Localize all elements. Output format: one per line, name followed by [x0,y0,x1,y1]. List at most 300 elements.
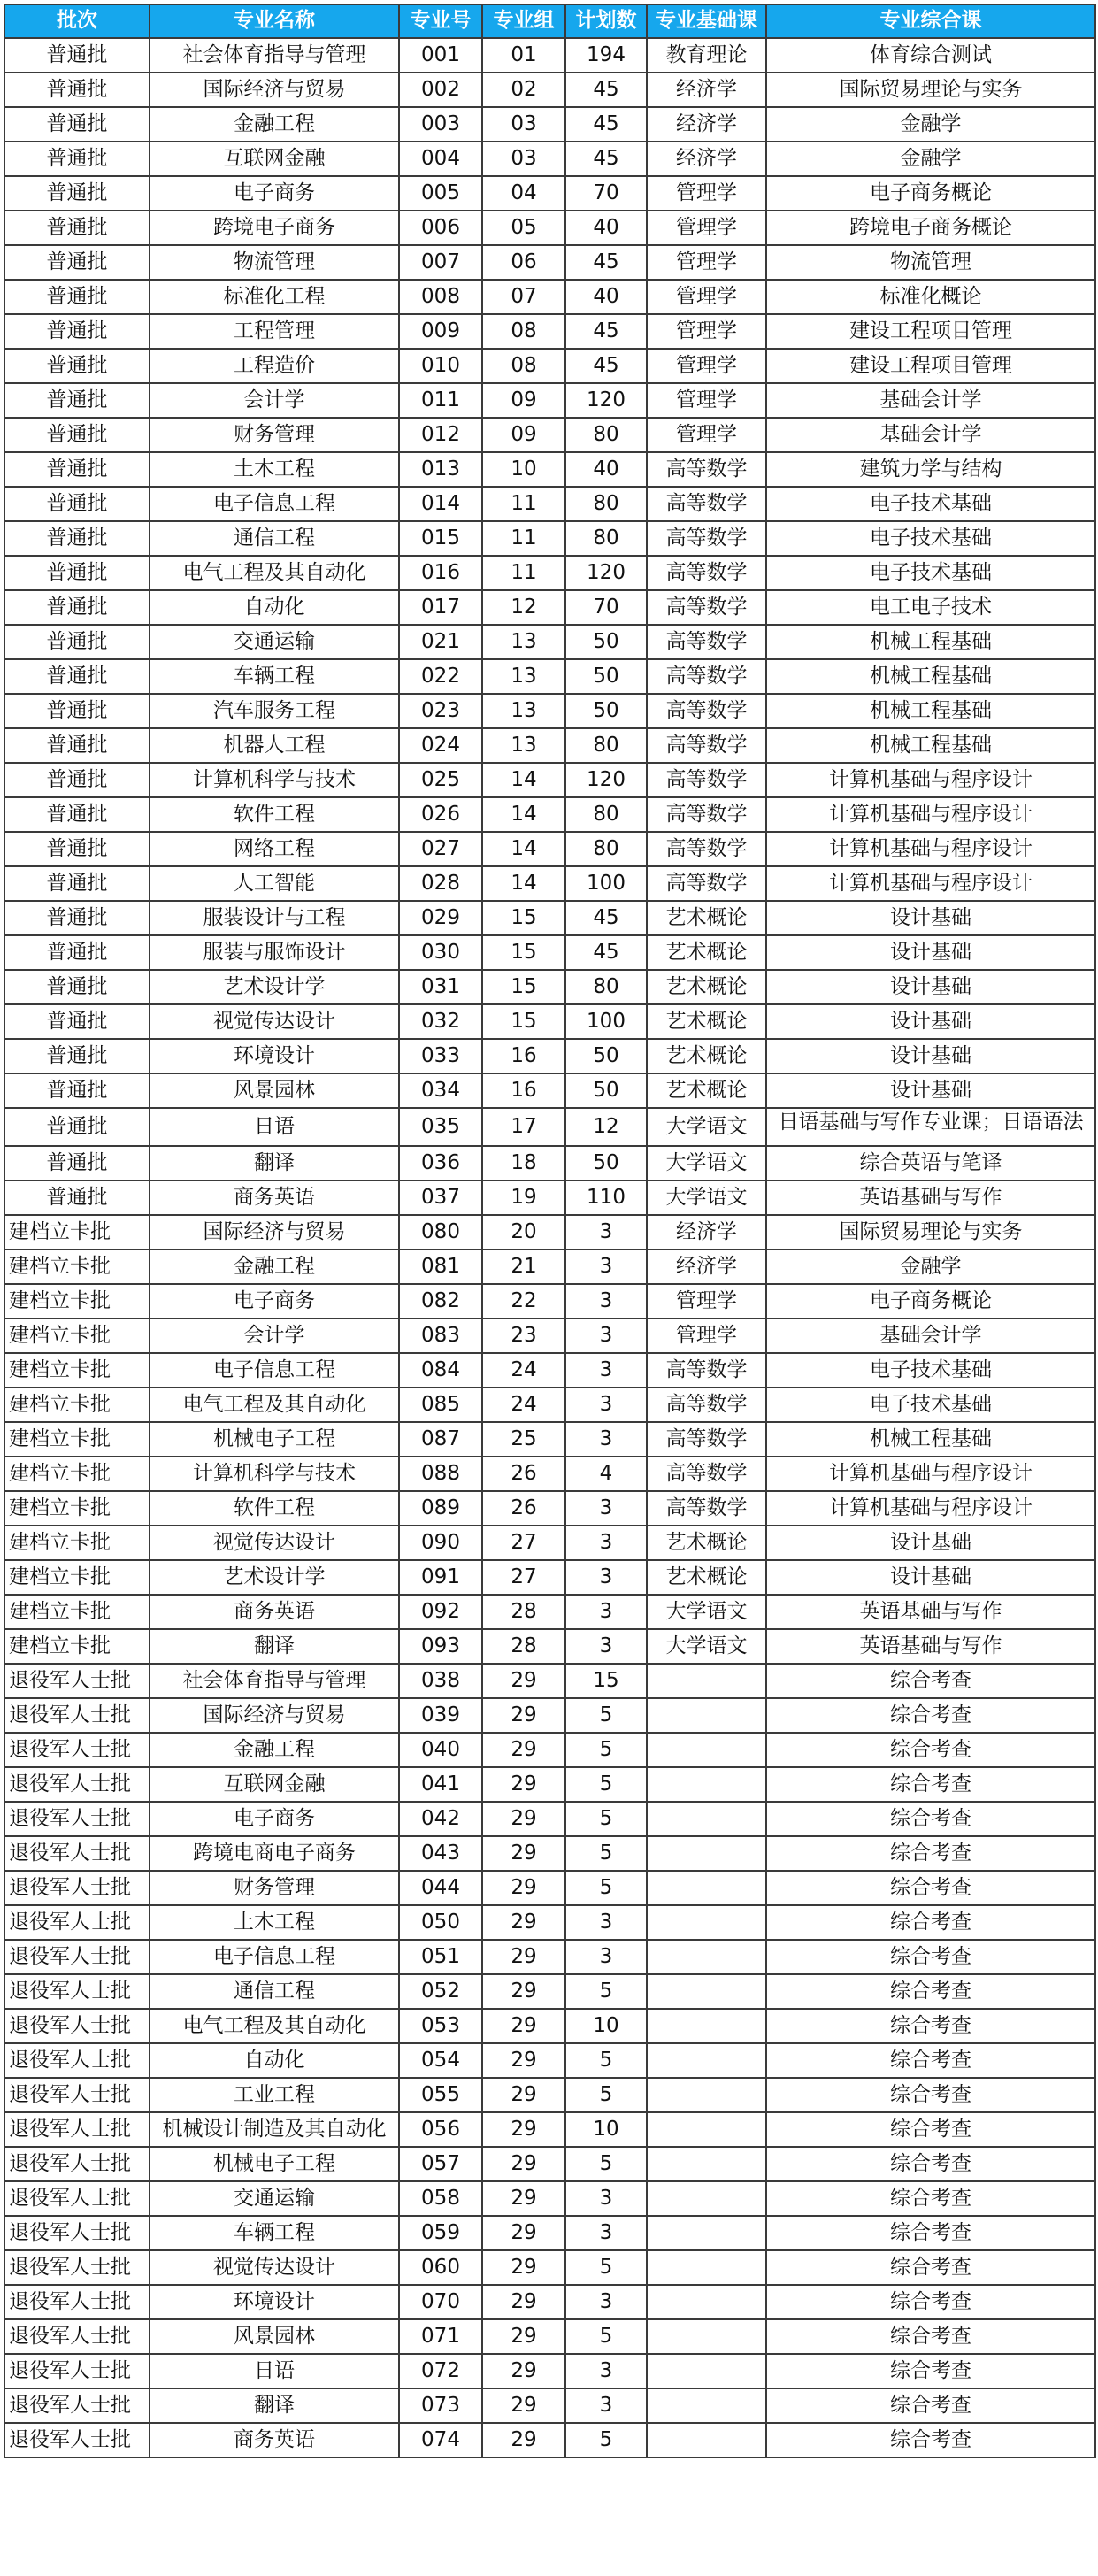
comprehensive-course-cell: 机械工程基础 [766,659,1095,694]
major-code-cell: 025 [399,763,482,797]
major-group-cell: 18 [482,1146,565,1180]
batch-cell: 普通批 [4,1180,150,1215]
major-group-cell: 29 [482,1802,565,1836]
batch-cell: 普通批 [4,832,150,866]
basic-course-cell: 管理学 [647,280,766,314]
comprehensive-course-cell: 金融学 [766,1250,1095,1284]
major-group-cell: 17 [482,1108,565,1146]
table-row [4,659,1095,694]
basic-course-cell: 高等数学 [647,763,766,797]
major-group-cell: 15 [482,970,565,1004]
plan-count-cell: 45 [565,935,647,970]
basic-course-cell: 大学语文 [647,1180,766,1215]
batch-cell: 建档立卡批 [4,1457,150,1491]
table-row [4,1284,1095,1319]
plan-count-cell: 5 [565,1767,647,1802]
comprehensive-course-cell: 金融学 [766,107,1095,142]
major-name-cell: 工程造价 [150,349,399,383]
table-row [4,2250,1095,2285]
comprehensive-course-cell: 机械工程基础 [766,694,1095,728]
major-code-cell: 008 [399,280,482,314]
major-group-cell: 29 [482,1733,565,1767]
major-name-cell: 财务管理 [150,418,399,452]
major-code-cell: 031 [399,970,482,1004]
batch-cell: 退役军人士批 [4,2216,150,2250]
plan-count-cell: 45 [565,142,647,176]
batch-cell: 建档立卡批 [4,1284,150,1319]
comprehensive-course-cell: 综合考查 [766,2250,1095,2285]
major-name-cell: 金融工程 [150,1250,399,1284]
plan-count-cell: 80 [565,832,647,866]
major-code-cell: 043 [399,1836,482,1871]
major-group-cell: 29 [482,1974,565,2009]
plan-count-cell: 3 [565,1215,647,1250]
table-row [4,2078,1095,2112]
batch-cell: 建档立卡批 [4,1353,150,1388]
major-group-cell: 13 [482,728,565,763]
comprehensive-course-cell: 体育综合测试 [766,38,1095,73]
major-name-cell: 电子信息工程 [150,1940,399,1974]
major-name-cell: 机械电子工程 [150,2147,399,2181]
comprehensive-course-cell: 计算机基础与程序设计 [766,797,1095,832]
table-row [4,970,1095,1004]
table-row [4,176,1095,211]
comprehensive-course-cell: 机械工程基础 [766,728,1095,763]
major-code-cell: 083 [399,1319,482,1353]
basic-course-cell: 大学语文 [647,1629,766,1664]
comprehensive-course-cell: 设计基础 [766,1526,1095,1560]
major-group-cell: 29 [482,1905,565,1940]
batch-cell: 建档立卡批 [4,1526,150,1560]
comprehensive-course-cell: 综合考查 [766,1905,1095,1940]
major-group-cell: 14 [482,832,565,866]
batch-cell: 建档立卡批 [4,1388,150,1422]
table-row [4,211,1095,245]
comprehensive-course-cell: 综合考查 [766,1836,1095,1871]
major-code-cell: 021 [399,625,482,659]
major-code-cell: 059 [399,2216,482,2250]
comprehensive-course-cell: 设计基础 [766,970,1095,1004]
major-group-cell: 04 [482,176,565,211]
plan-count-cell: 45 [565,349,647,383]
table-row [4,1491,1095,1526]
basic-course-cell: 大学语文 [647,1595,766,1629]
batch-cell: 普通批 [4,383,150,418]
table-row [4,2216,1095,2250]
major-name-cell: 电子信息工程 [150,487,399,521]
major-code-cell: 084 [399,1353,482,1388]
major-code-cell: 032 [399,1004,482,1039]
major-name-cell: 电气工程及其自动化 [150,2009,399,2043]
comprehensive-course-cell: 英语基础与写作 [766,1629,1095,1664]
plan-count-cell: 80 [565,797,647,832]
batch-cell: 普通批 [4,418,150,452]
table-row [4,1319,1095,1353]
basic-course-cell: 高等数学 [647,625,766,659]
plan-count-cell: 5 [565,1733,647,1767]
major-code-cell: 071 [399,2319,482,2354]
comprehensive-course-cell: 物流管理 [766,245,1095,280]
batch-cell: 退役军人士批 [4,1871,150,1905]
major-name-cell: 车辆工程 [150,659,399,694]
major-name-cell: 视觉传达设计 [150,2250,399,2285]
basic-course-cell: 教育理论 [647,38,766,73]
table-row [4,901,1095,935]
major-code-cell: 074 [399,2423,482,2457]
batch-cell: 普通批 [4,728,150,763]
column-header-basic-course: 专业基础课 [647,4,766,38]
comprehensive-course-cell: 综合考查 [766,2388,1095,2423]
major-name-cell: 商务英语 [150,2423,399,2457]
major-code-cell: 057 [399,2147,482,2181]
plan-count-cell: 50 [565,625,647,659]
basic-course-cell: 高等数学 [647,728,766,763]
table-row [4,1560,1095,1595]
basic-course-cell: 高等数学 [647,1388,766,1422]
comprehensive-course-cell: 电子商务概论 [766,1284,1095,1319]
major-group-cell: 28 [482,1595,565,1629]
major-group-cell: 06 [482,245,565,280]
major-group-cell: 21 [482,1250,565,1284]
plan-count-cell: 50 [565,1039,647,1073]
major-name-cell: 电子商务 [150,1802,399,1836]
basic-course-cell: 管理学 [647,1284,766,1319]
comprehensive-course-cell: 国际贸易理论与实务 [766,1215,1095,1250]
basic-course-cell: 高等数学 [647,797,766,832]
major-group-cell: 29 [482,2388,565,2423]
table-row [4,521,1095,556]
column-header-plan-count: 计划数 [565,4,647,38]
major-name-cell: 自动化 [150,2043,399,2078]
plan-count-cell: 3 [565,1422,647,1457]
major-code-cell: 014 [399,487,482,521]
basic-course-cell: 高等数学 [647,452,766,487]
comprehensive-course-cell: 综合考查 [766,1802,1095,1836]
major-name-cell: 环境设计 [150,1039,399,1073]
major-name-cell: 会计学 [150,1319,399,1353]
major-name-cell: 视觉传达设计 [150,1526,399,1560]
basic-course-cell [647,1664,766,1698]
column-header-major-group: 专业组 [482,4,565,38]
comprehensive-course-cell: 综合考查 [766,1733,1095,1767]
major-group-cell: 27 [482,1526,565,1560]
batch-cell: 退役军人士批 [4,2147,150,2181]
plan-count-cell: 70 [565,590,647,625]
major-group-cell: 10 [482,452,565,487]
major-code-cell: 085 [399,1388,482,1422]
table-row [4,1698,1095,1733]
plan-count-cell: 45 [565,73,647,107]
basic-course-cell [647,1802,766,1836]
basic-course-cell: 高等数学 [647,1491,766,1526]
table-row [4,935,1095,970]
comprehensive-course-cell: 设计基础 [766,901,1095,935]
major-code-cell: 030 [399,935,482,970]
major-name-cell: 标准化工程 [150,280,399,314]
comprehensive-course-cell: 电子技术基础 [766,556,1095,590]
basic-course-cell: 艺术概论 [647,1560,766,1595]
plan-count-cell: 3 [565,2285,647,2319]
basic-course-cell: 大学语文 [647,1146,766,1180]
comprehensive-course-cell: 计算机基础与程序设计 [766,1491,1095,1526]
major-group-cell: 12 [482,590,565,625]
plan-count-cell: 10 [565,2112,647,2147]
major-code-cell: 058 [399,2181,482,2216]
major-code-cell: 038 [399,1664,482,1698]
comprehensive-course-cell: 机械工程基础 [766,625,1095,659]
plan-count-cell: 45 [565,314,647,349]
major-code-cell: 017 [399,590,482,625]
major-group-cell: 29 [482,2423,565,2457]
plan-count-cell: 5 [565,2078,647,2112]
major-code-cell: 035 [399,1108,482,1146]
comprehensive-course-cell: 综合考查 [766,2319,1095,2354]
basic-course-cell [647,1905,766,1940]
major-name-cell: 人工智能 [150,866,399,901]
major-name-cell: 翻译 [150,1629,399,1664]
table-row [4,1422,1095,1457]
major-name-cell: 交通运输 [150,2181,399,2216]
table-row [4,38,1095,73]
table-row [4,1353,1095,1388]
plan-count-cell: 3 [565,1284,647,1319]
comprehensive-course-cell: 英语基础与写作 [766,1595,1095,1629]
major-group-cell: 29 [482,1871,565,1905]
basic-course-cell: 艺术概论 [647,1073,766,1108]
major-name-cell: 车辆工程 [150,2216,399,2250]
batch-cell: 普通批 [4,901,150,935]
plan-count-cell: 3 [565,1250,647,1284]
major-group-cell: 23 [482,1319,565,1353]
comprehensive-course-cell: 日语基础与写作专业课；日语语法 [766,1108,1095,1146]
basic-course-cell [647,1767,766,1802]
table-row [4,556,1095,590]
major-group-cell: 19 [482,1180,565,1215]
basic-course-cell: 艺术概论 [647,970,766,1004]
major-code-cell: 081 [399,1250,482,1284]
batch-cell: 建档立卡批 [4,1319,150,1353]
major-code-cell: 034 [399,1073,482,1108]
table-row [4,2181,1095,2216]
major-name-cell: 计算机科学与技术 [150,1457,399,1491]
major-group-cell: 24 [482,1353,565,1388]
major-group-cell: 13 [482,694,565,728]
major-code-cell: 015 [399,521,482,556]
major-code-cell: 080 [399,1215,482,1250]
major-name-cell: 商务英语 [150,1180,399,1215]
comprehensive-course-cell: 国际贸易理论与实务 [766,73,1095,107]
batch-cell: 建档立卡批 [4,1629,150,1664]
table-row [4,1905,1095,1940]
major-code-cell: 007 [399,245,482,280]
basic-course-cell [647,1836,766,1871]
table-row [4,1108,1095,1146]
basic-course-cell [647,2181,766,2216]
basic-course-cell [647,1940,766,1974]
comprehensive-course-cell: 建设工程项目管理 [766,314,1095,349]
major-group-cell: 25 [482,1422,565,1457]
basic-course-cell: 管理学 [647,1319,766,1353]
basic-course-cell: 高等数学 [647,866,766,901]
comprehensive-course-cell: 设计基础 [766,1073,1095,1108]
major-code-cell: 093 [399,1629,482,1664]
batch-cell: 建档立卡批 [4,1560,150,1595]
plan-count-cell: 40 [565,211,647,245]
major-group-cell: 16 [482,1039,565,1073]
major-name-cell: 日语 [150,2354,399,2388]
batch-cell: 建档立卡批 [4,1250,150,1284]
major-group-cell: 11 [482,556,565,590]
major-name-cell: 服装设计与工程 [150,901,399,935]
comprehensive-course-cell: 英语基础与写作 [766,1180,1095,1215]
batch-cell: 普通批 [4,866,150,901]
comprehensive-course-cell: 标准化概论 [766,280,1095,314]
table-row [4,1767,1095,1802]
plan-count-cell: 3 [565,1353,647,1388]
major-group-cell: 14 [482,797,565,832]
plan-count-cell: 5 [565,1836,647,1871]
major-name-cell: 艺术设计学 [150,970,399,1004]
comprehensive-course-cell: 电工电子技术 [766,590,1095,625]
plan-count-cell: 50 [565,694,647,728]
major-name-cell: 机器人工程 [150,728,399,763]
major-name-cell: 软件工程 [150,1491,399,1526]
batch-cell: 普通批 [4,487,150,521]
table-row [4,1215,1095,1250]
table-row [4,280,1095,314]
table-row [4,2112,1095,2147]
major-group-cell: 14 [482,763,565,797]
table-row [4,2388,1095,2423]
major-group-cell: 03 [482,107,565,142]
batch-cell: 普通批 [4,107,150,142]
batch-cell: 退役军人士批 [4,2388,150,2423]
major-code-cell: 082 [399,1284,482,1319]
plan-count-cell: 3 [565,1526,647,1560]
comprehensive-course-cell: 综合考查 [766,2147,1095,2181]
comprehensive-course-cell: 跨境电子商务概论 [766,211,1095,245]
major-group-cell: 29 [482,2285,565,2319]
basic-course-cell [647,2285,766,2319]
plan-count-cell: 100 [565,1004,647,1039]
basic-course-cell: 高等数学 [647,487,766,521]
major-code-cell: 002 [399,73,482,107]
major-code-cell: 060 [399,2250,482,2285]
table-row [4,1802,1095,1836]
comprehensive-course-cell: 建设工程项目管理 [766,349,1095,383]
plan-count-cell: 3 [565,1629,647,1664]
major-code-cell: 012 [399,418,482,452]
plan-count-cell: 70 [565,176,647,211]
table-row [4,1733,1095,1767]
plan-count-cell: 5 [565,1871,647,1905]
plan-count-cell: 3 [565,1319,647,1353]
table-row [4,2009,1095,2043]
table-row [4,2285,1095,2319]
table-row [4,2319,1095,2354]
batch-cell: 普通批 [4,970,150,1004]
plan-count-cell: 3 [565,1491,647,1526]
comprehensive-course-cell: 综合考查 [766,2112,1095,2147]
major-name-cell: 风景园林 [150,1073,399,1108]
basic-course-cell [647,2043,766,2078]
major-code-cell: 087 [399,1422,482,1457]
major-group-cell: 29 [482,1836,565,1871]
major-group-cell: 03 [482,142,565,176]
basic-course-cell: 高等数学 [647,1422,766,1457]
basic-course-cell: 高等数学 [647,521,766,556]
major-group-cell: 13 [482,659,565,694]
comprehensive-course-cell: 综合考查 [766,2009,1095,2043]
major-name-cell: 网络工程 [150,832,399,866]
major-group-cell: 26 [482,1457,565,1491]
table-row [4,2043,1095,2078]
major-group-cell: 29 [482,2354,565,2388]
table-row [4,418,1095,452]
basic-course-cell [647,2319,766,2354]
comprehensive-course-cell: 综合考查 [766,2078,1095,2112]
plan-count-cell: 50 [565,1146,647,1180]
batch-cell: 普通批 [4,349,150,383]
major-name-cell: 日语 [150,1108,399,1146]
major-name-cell: 风景园林 [150,2319,399,2354]
major-code-cell: 050 [399,1905,482,1940]
plan-count-cell: 120 [565,556,647,590]
major-name-cell: 互联网金融 [150,142,399,176]
major-name-cell: 软件工程 [150,797,399,832]
major-code-cell: 088 [399,1457,482,1491]
batch-cell: 普通批 [4,1146,150,1180]
table-row [4,142,1095,176]
plan-count-cell: 3 [565,1560,647,1595]
major-code-cell: 033 [399,1039,482,1073]
table-row [4,383,1095,418]
major-code-cell: 011 [399,383,482,418]
basic-course-cell: 大学语文 [647,1108,766,1146]
major-name-cell: 国际经济与贸易 [150,1698,399,1733]
major-group-cell: 29 [482,1940,565,1974]
comprehensive-course-cell: 综合考查 [766,1664,1095,1698]
batch-cell: 退役军人士批 [4,2078,150,2112]
batch-cell: 普通批 [4,797,150,832]
major-group-cell: 20 [482,1215,565,1250]
batch-cell: 退役军人士批 [4,2319,150,2354]
major-code-cell: 024 [399,728,482,763]
basic-course-cell [647,1733,766,1767]
major-name-cell: 土木工程 [150,1905,399,1940]
comprehensive-course-cell: 综合考查 [766,1871,1095,1905]
batch-cell: 普通批 [4,38,150,73]
major-code-cell: 004 [399,142,482,176]
major-group-cell: 28 [482,1629,565,1664]
table-row [4,2147,1095,2181]
major-code-cell: 041 [399,1767,482,1802]
major-group-cell: 27 [482,1560,565,1595]
basic-course-cell: 管理学 [647,314,766,349]
comprehensive-course-cell: 综合考查 [766,1767,1095,1802]
basic-course-cell [647,2147,766,2181]
major-code-cell: 040 [399,1733,482,1767]
basic-course-cell [647,2423,766,2457]
table-row [4,2423,1095,2457]
batch-cell: 普通批 [4,211,150,245]
basic-course-cell: 管理学 [647,211,766,245]
major-name-cell: 汽车服务工程 [150,694,399,728]
comprehensive-course-cell: 基础会计学 [766,383,1095,418]
table-row [4,452,1095,487]
major-name-cell: 电子信息工程 [150,1353,399,1388]
comprehensive-course-cell: 综合考查 [766,2043,1095,2078]
